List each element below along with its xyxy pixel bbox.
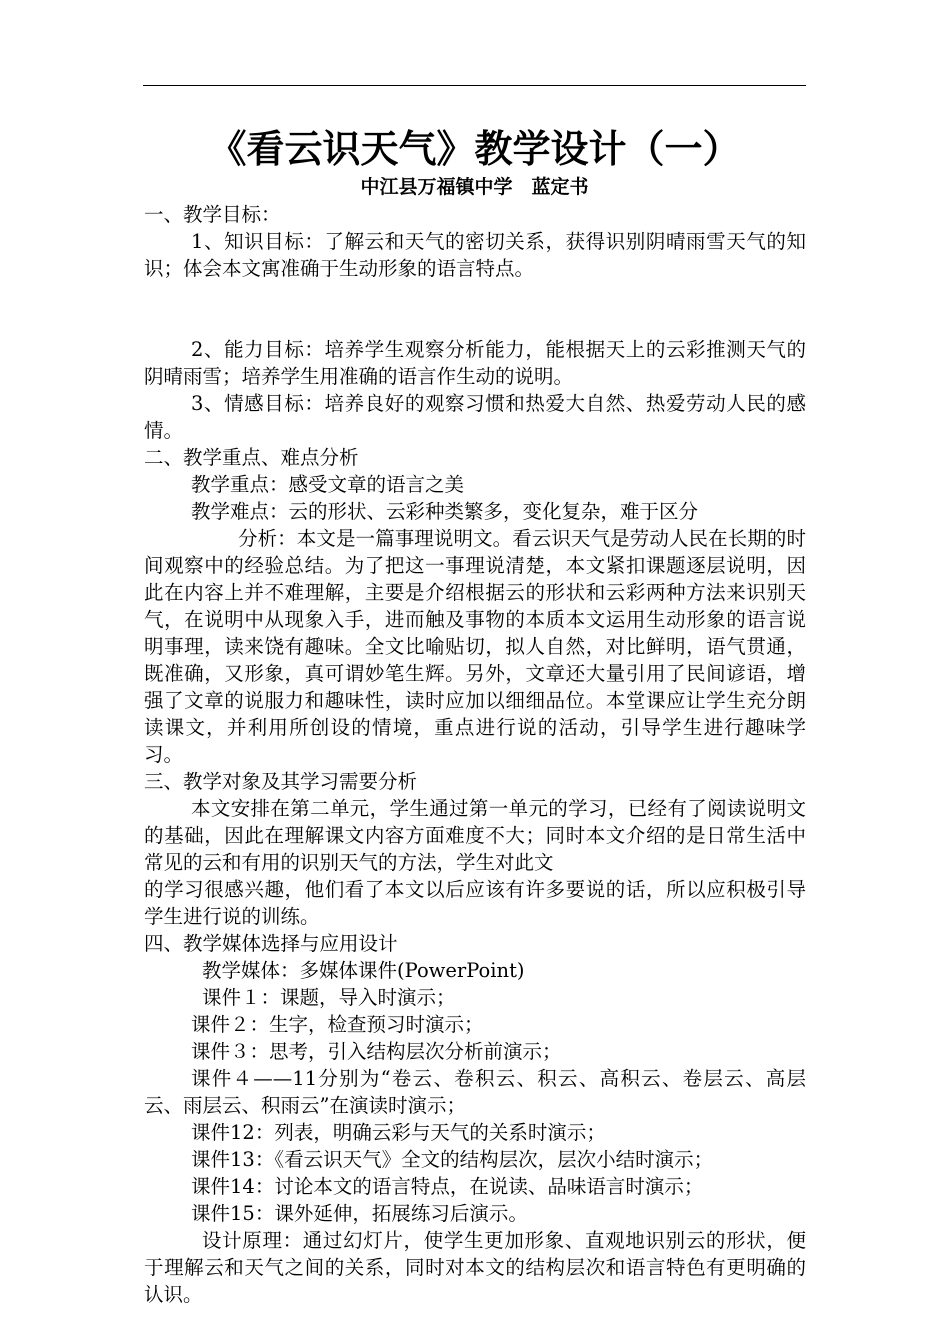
paragraph: 教学难点：云的形状、云彩种类繁多，变化复杂，难于区分 (191, 500, 699, 523)
section-heading: 二、教学重点、难点分析 (144, 446, 359, 469)
list-item: 课件14：讨论本文的语言特点，在说读、品味语言时演示； (191, 1175, 704, 1198)
list-item: 课件１：课题，导入时演示； (202, 986, 456, 1009)
paragraph: 1、知识目标：了解云和天气的密切关系，获得识别阴晴雨雪天气的知识；体会本文寓准确于生动形象的语言特点。 (144, 230, 806, 280)
paragraph: 本文安排在第二单元，学生通过第一单元的学习，已经有了阅读说明文的基础，因此在理解课文内容方面难度不大；同时本文介绍的是日常生活中常见的云和有用的识别天气的方法，学生对此文 (144, 797, 806, 874)
list-item: 课件２：生字，检查预习时演示； (191, 1013, 484, 1036)
paragraph: 分析：本文是一篇事理说明文。看云识天气是劳动人民在长期的时间观察中的经验总结。为了把这一事理说清楚，本文紧扣课题逐层说明，因此在内容上并不难理解，主要是介绍根据云的形状和云彩两种方法来识别天气，在说明中从现象入手，进而触及事物的本质本文运用生动形象的语言说明事理，读来饶有趣味。全文比喻贴切，拟人自然，对比鲜明，语气贯通，既准确，又形象，真可谓妙笔生辉。另外，文章还大量引用了民间谚语，增强了文章的说服力和趣味性，读时应加以细细品位。本堂课应让学生充分朗读课文，并利用所创设的情境，重点进行说的活动，引导学生进行趣味学习。 (144, 527, 806, 766)
document-author: 中江县万福镇中学 蓝定书 (360, 176, 589, 198)
paragraph: 教学媒体：多媒体课件(PowerPoint) (202, 959, 525, 982)
header-rule (143, 85, 806, 86)
paragraph: 教学重点：感受文章的语言之美 (191, 473, 465, 496)
list-item: 课件12：列表，明确云彩与天气的关系时演示； (191, 1121, 606, 1144)
document-title: 《看云识天气》教学设计（一） (208, 127, 741, 171)
paragraph: 2、能力目标：培养学生观察分析能力，能根据天上的云彩推测天气的阴晴雨雪；培养学生用准确的语言作生动的说明。 (144, 338, 806, 388)
list-item: 课件３：思考，引入结构层次分析前演示； (191, 1040, 562, 1063)
list-item: 课件15：课外延伸，拓展练习后演示。 (191, 1202, 528, 1225)
section-heading: 四、教学媒体选择与应用设计 (144, 932, 398, 955)
blank-space (144, 282, 806, 336)
paragraph: 的学习很感兴趣，他们看了本文以后应该有许多要说的话，所以应积极引导学生进行说的训练。 (144, 878, 806, 928)
list-item: 课件13：《看云识天气》全文的结构层次，层次小结时演示； (191, 1148, 714, 1171)
paragraph: 设计原理：通过幻灯片，使学生更加形象、直观地识别云的形状，便于理解云和天气之间的关系，同时对本文的结构层次和语言特色有更明确的认识。 (144, 1229, 806, 1306)
paragraph: 3、情感目标：培养良好的观察习惯和热爱大自然、热爱劳动人民的感情。 (144, 392, 806, 442)
list-item: 课件４——11分别为“卷云、卷积云、积云、高积云、卷层云、高层云、雨层云、积雨云”在演读时演示； (144, 1067, 806, 1117)
document-body (144, 201, 806, 1308)
section-heading: 一、教学目标： (144, 203, 281, 226)
section-heading: 三、教学对象及其学习需要分析 (144, 770, 418, 793)
